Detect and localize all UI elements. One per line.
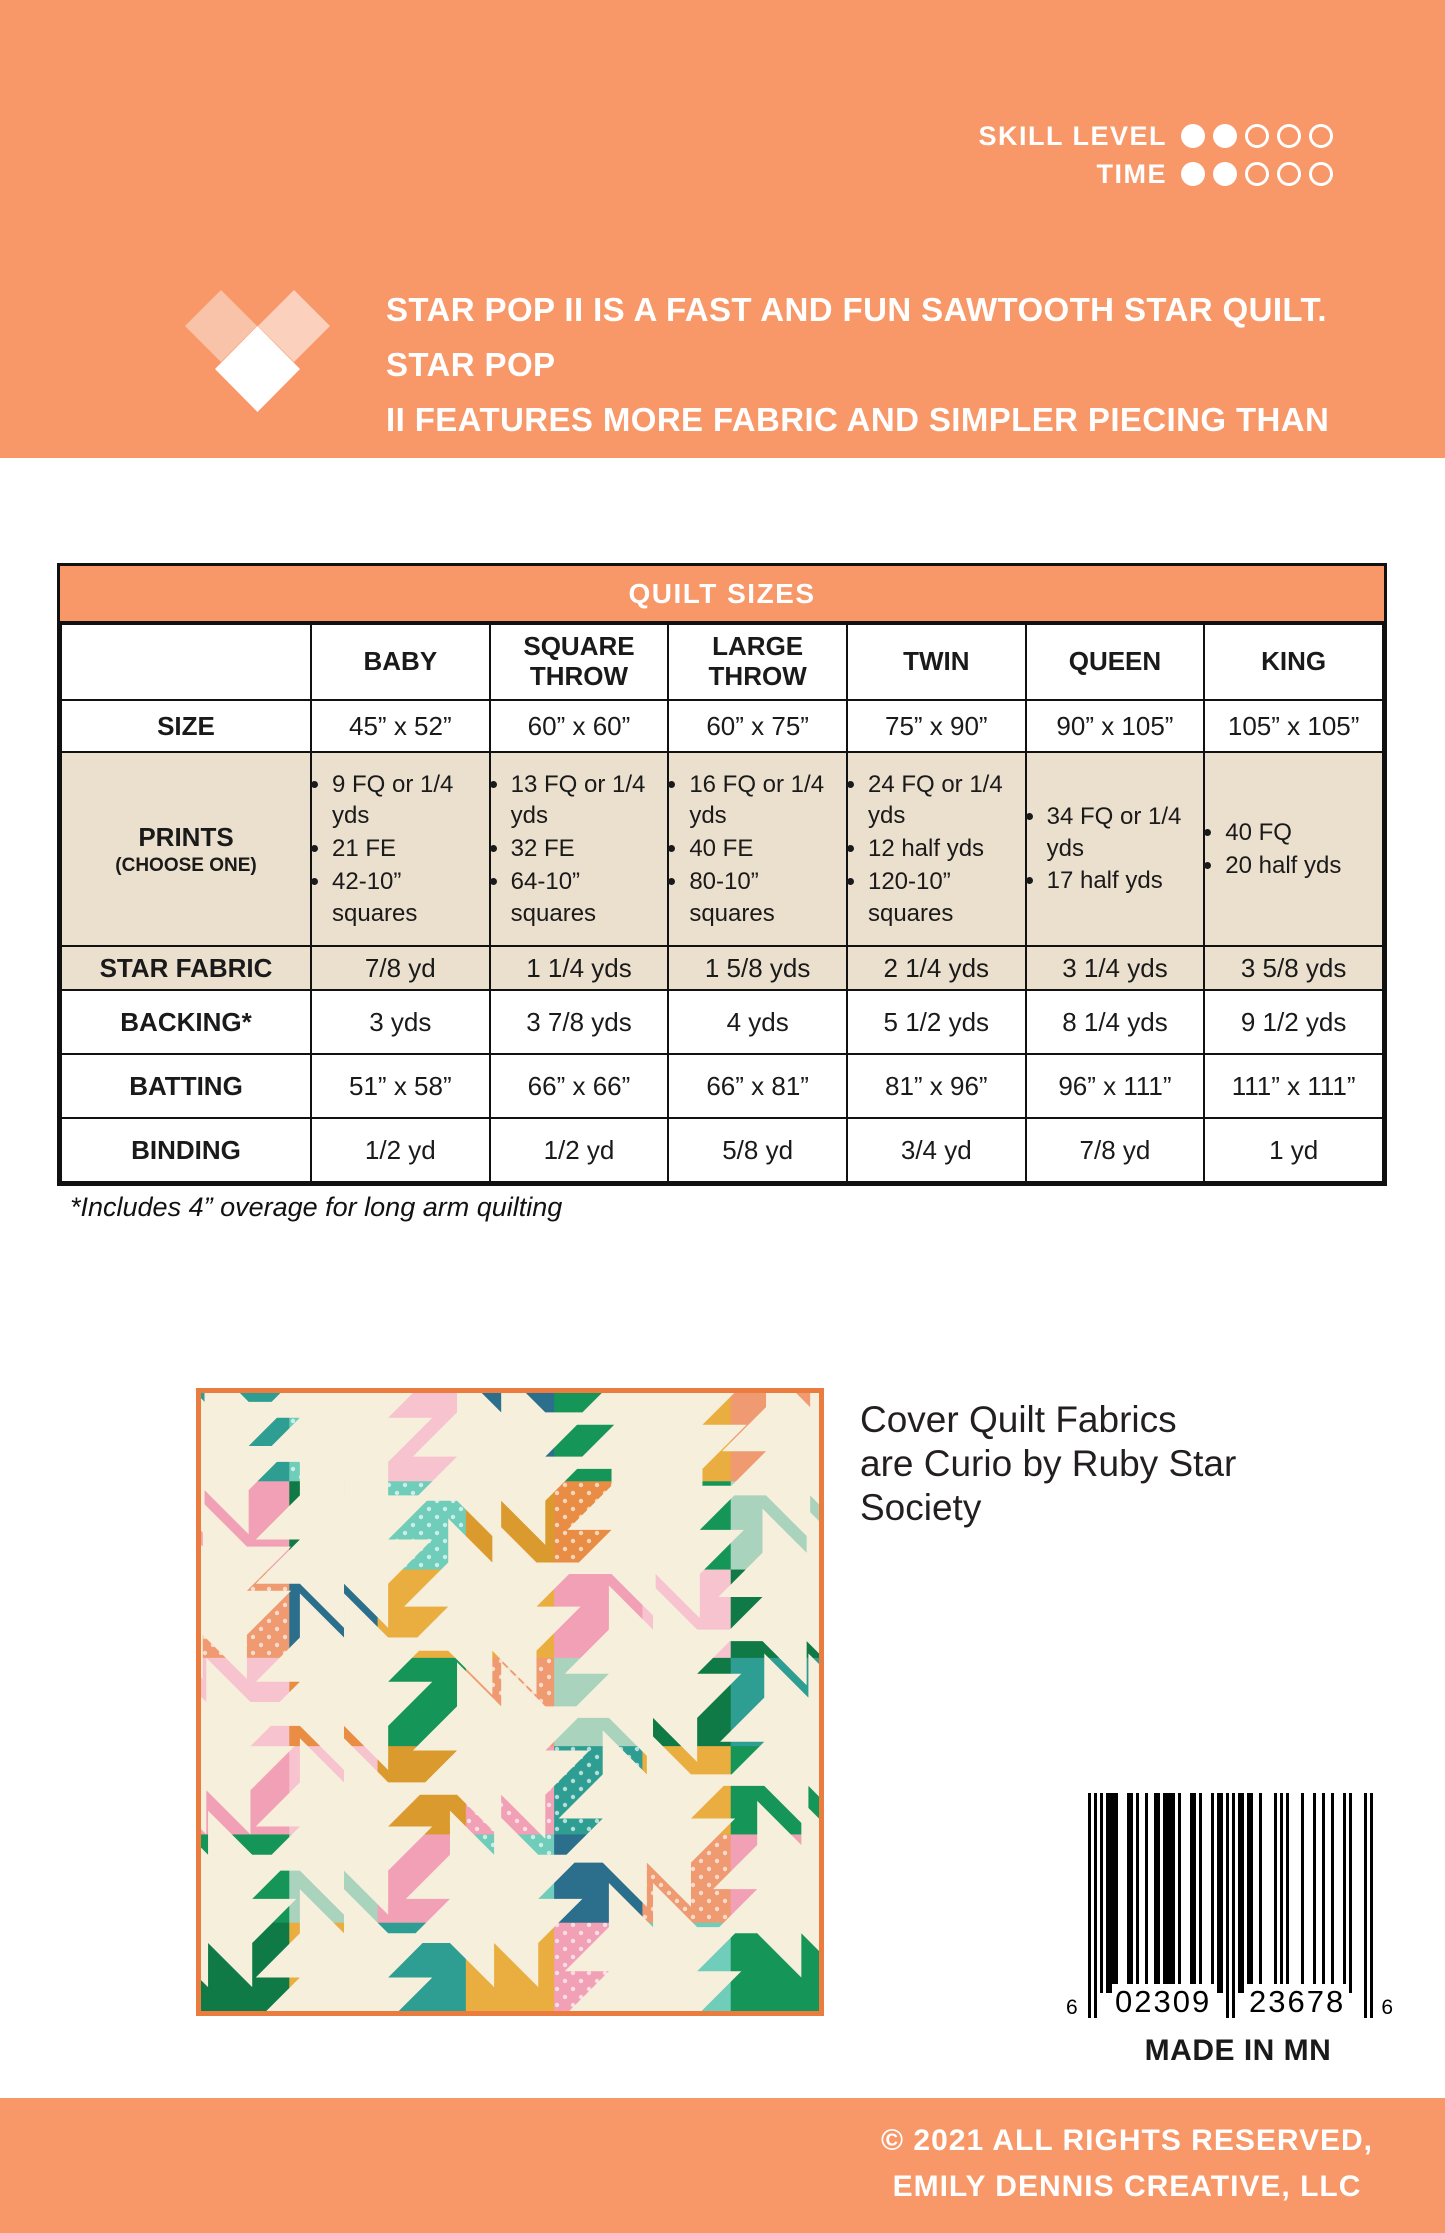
footer-band xyxy=(0,2098,1445,2233)
pattern-description xyxy=(386,282,1336,557)
row-label-star-fabric: STAR FABRIC xyxy=(61,946,311,990)
row-label-backing: BACKING* xyxy=(61,990,311,1054)
col-header-square-throw: SQUARE THROW xyxy=(490,624,669,700)
batting-cell: 66” x 66” xyxy=(490,1054,669,1118)
skill-level-label: SKILL LEVEL xyxy=(978,120,1167,151)
size-cell: 60” x 60” xyxy=(490,700,669,752)
star-fabric-cell: 7/8 yd xyxy=(311,946,490,990)
batting-cell: 96” x 111” xyxy=(1026,1054,1205,1118)
prints-item: • 12 half yds xyxy=(868,833,1015,865)
prints-item: • 16 FQ or 1/4 yds xyxy=(689,769,836,832)
quilt-sizes-table xyxy=(57,563,1387,1186)
barcode-group1: 02309 xyxy=(1112,1984,1214,2020)
description-line: STASH FRIENDLY! xyxy=(386,511,684,548)
heart-diamonds-logo-icon xyxy=(185,290,330,416)
backing-cell: 5 1/2 yds xyxy=(847,990,1026,1054)
prints-item: • 9 FQ or 1/4 yds xyxy=(332,769,479,832)
binding-cell: 7/8 yd xyxy=(1026,1118,1205,1182)
cover-note-line: Society xyxy=(860,1487,982,1528)
skill-time-block xyxy=(978,120,1333,190)
prints-cell xyxy=(1026,752,1205,946)
prints-item: • 42-10” squares xyxy=(332,866,479,929)
backing-cell: 3 7/8 yds xyxy=(490,990,669,1054)
prints-item: • 32 FE xyxy=(511,833,658,865)
prints-item: • 120-10” squares xyxy=(868,866,1015,929)
binding-cell: 1/2 yd xyxy=(311,1118,490,1182)
header-band xyxy=(0,0,1445,548)
skill-level-dots xyxy=(1181,124,1333,148)
copyright-line: © 2021 ALL RIGHTS RESERVED, xyxy=(880,2124,1373,2157)
col-header-king: KING xyxy=(1204,624,1383,700)
barcode-right-digit: 6 xyxy=(1381,1996,1393,2019)
batting-cell: 111” x 111” xyxy=(1204,1054,1383,1118)
prints-cell xyxy=(490,752,669,946)
table-row-backing xyxy=(61,990,1383,1054)
size-cell: 75” x 90” xyxy=(847,700,1026,752)
dot-empty xyxy=(1245,162,1269,186)
prints-item: • 20 half yds xyxy=(1225,850,1372,882)
table-title: QUILT SIZES xyxy=(60,566,1384,623)
backing-cell: 8 1/4 yds xyxy=(1026,990,1205,1054)
dot-filled xyxy=(1213,124,1237,148)
batting-cell: 51” x 58” xyxy=(311,1054,490,1118)
col-header-large-throw: LARGE THROW xyxy=(668,624,847,700)
barcode-left-digit: 6 xyxy=(1066,1996,1078,2019)
size-cell: 90” x 105” xyxy=(1026,700,1205,752)
prints-item: • 80-10” squares xyxy=(689,866,836,929)
size-cell: 105” x 105” xyxy=(1204,700,1383,752)
cover-fabrics-note xyxy=(860,1398,1280,1530)
prints-cell xyxy=(847,752,1026,946)
dot-empty xyxy=(1309,162,1333,186)
table-row-size xyxy=(61,700,1383,752)
copyright-line: EMILY DENNIS CREATIVE, LLC xyxy=(892,2170,1362,2203)
time-label: TIME xyxy=(1096,158,1167,189)
table-row-star-fabric xyxy=(61,946,1383,990)
backing-cell: 3 yds xyxy=(311,990,490,1054)
prints-item: • 24 FQ or 1/4 yds xyxy=(868,769,1015,832)
time-dots xyxy=(1181,162,1333,186)
cover-note-line: are Curio by Ruby Star xyxy=(860,1443,1237,1484)
barcode-group2: 23678 xyxy=(1246,1984,1348,2020)
dot-filled xyxy=(1181,124,1205,148)
binding-cell: 1/2 yd xyxy=(490,1118,669,1182)
dot-empty xyxy=(1277,124,1301,148)
made-in-label: MADE IN MN xyxy=(1144,2034,1332,2067)
barcode-block xyxy=(1066,1793,1393,2068)
table-row-batting xyxy=(61,1054,1383,1118)
row-label-binding: BINDING xyxy=(61,1118,311,1182)
row-label-prints xyxy=(61,752,311,946)
quilt-patchwork-graphic xyxy=(201,1393,819,2011)
table-footnote: *Includes 4” overage for long arm quilting xyxy=(70,1192,563,1222)
prints-item: • 40 FQ xyxy=(1225,817,1372,849)
copyright-text xyxy=(812,2118,1442,2210)
prints-item: • 34 FQ or 1/4 yds xyxy=(1047,801,1194,864)
backing-cell: 4 yds xyxy=(668,990,847,1054)
dot-empty xyxy=(1309,124,1333,148)
prints-item: • 17 half yds xyxy=(1047,865,1194,897)
binding-cell: 5/8 yd xyxy=(668,1118,847,1182)
table-row-prints xyxy=(61,752,1383,946)
dot-filled xyxy=(1213,162,1237,186)
binding-cell: 3/4 yd xyxy=(847,1118,1026,1182)
binding-cell: 1 yd xyxy=(1204,1118,1383,1182)
size-cell: 45” x 52” xyxy=(311,700,490,752)
table-header-row xyxy=(61,624,1383,700)
prints-item: • 40 FE xyxy=(689,833,836,865)
corner-cell xyxy=(61,624,311,700)
star-fabric-cell: 3 5/8 yds xyxy=(1204,946,1383,990)
prints-item: • 13 FQ or 1/4 yds xyxy=(511,769,658,832)
description-line: STAR POP II IS A FAST AND FUN SAWTOOTH STAR QUILT. STAR POP xyxy=(386,291,1327,383)
table-row-binding xyxy=(61,1118,1383,1182)
prints-cell xyxy=(668,752,847,946)
col-header-twin: TWIN xyxy=(847,624,1026,700)
prints-item: • 64-10” squares xyxy=(511,866,658,929)
prints-sublabel: (CHOOSE ONE) xyxy=(115,854,257,876)
time-row xyxy=(978,158,1333,190)
prints-cell xyxy=(311,752,490,946)
cover-quilt-image xyxy=(196,1388,824,2016)
dot-empty xyxy=(1277,162,1301,186)
row-label-batting: BATTING xyxy=(61,1054,311,1118)
star-fabric-cell: 2 1/4 yds xyxy=(847,946,1026,990)
backing-cell: 9 1/2 yds xyxy=(1204,990,1383,1054)
star-fabric-cell: 1 1/4 yds xyxy=(490,946,669,990)
star-fabric-cell: 3 1/4 yds xyxy=(1026,946,1205,990)
col-header-baby: BABY xyxy=(311,624,490,700)
barcode-icon xyxy=(1066,1793,1393,2019)
prints-cell xyxy=(1204,752,1383,946)
batting-cell: 81” x 96” xyxy=(847,1054,1026,1118)
cover-note-line: Cover Quilt Fabrics xyxy=(860,1399,1177,1440)
star-fabric-cell: 1 5/8 yds xyxy=(668,946,847,990)
batting-cell: 66” x 81” xyxy=(668,1054,847,1118)
row-label-size: SIZE xyxy=(61,700,311,752)
dot-empty xyxy=(1245,124,1269,148)
skill-level-row xyxy=(978,120,1333,152)
col-header-queen: QUEEN xyxy=(1026,624,1205,700)
prints-item: • 21 FE xyxy=(332,833,479,865)
prints-label: PRINTS xyxy=(138,821,234,852)
dot-filled xyxy=(1181,162,1205,186)
description-line: II FEATURES MORE FABRIC AND SIMPLER PIECING THAN STAR POP I. xyxy=(386,401,1330,493)
size-cell: 60” x 75” xyxy=(668,700,847,752)
